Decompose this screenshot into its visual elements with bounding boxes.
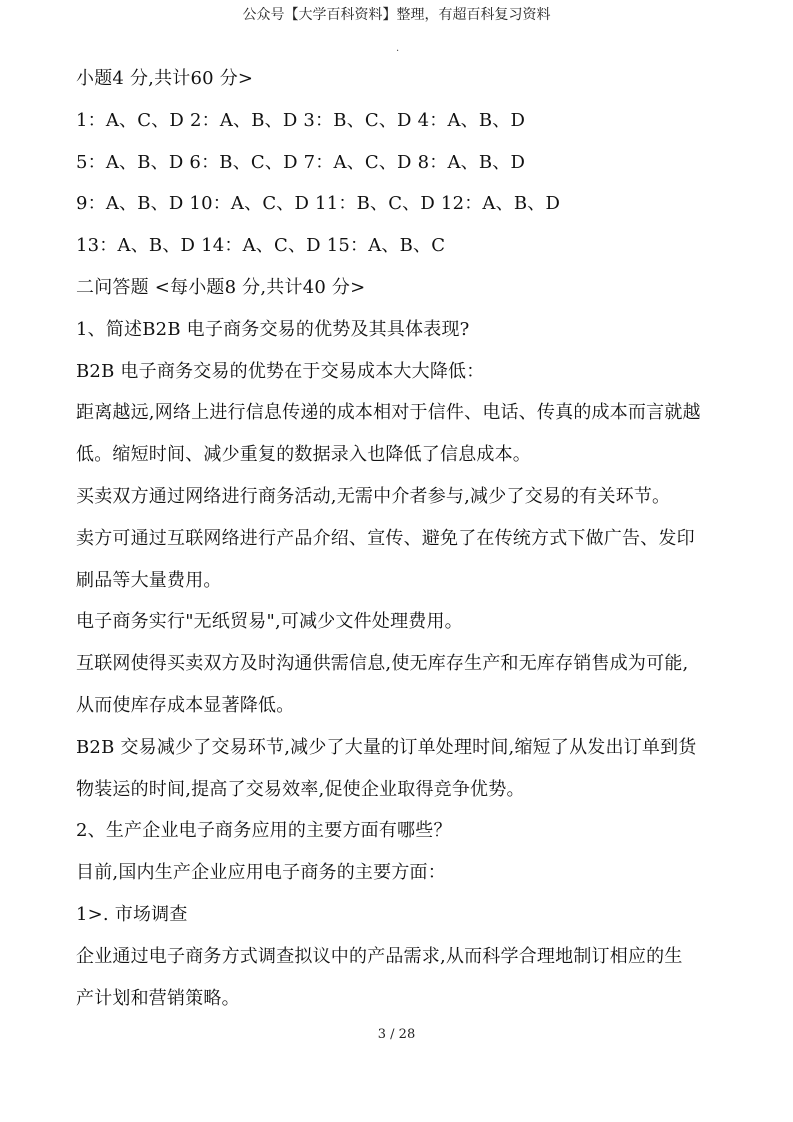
answer-1-paragraph-line: 买卖双方通过网络进行商务活动,无需中介者参与,减少了交易的有关环节。 bbox=[76, 485, 671, 507]
answer-section-heading-tail: 小题4 分,共计60 分> bbox=[76, 68, 254, 89]
answer-1-paragraph-line: 从而使库存成本显著降低。 bbox=[76, 694, 295, 716]
answer-1-paragraph-line: 电子商务实行"无纸贸易",可减少文件处理费用。 bbox=[76, 611, 463, 633]
section-heading-qa: 二问答题 <每小题8 分,共计40 分> bbox=[76, 276, 366, 298]
answer-key-line-1: 1：A、C、D 2：A、B、D 3：B、C、D 4：A、B、D bbox=[76, 109, 526, 131]
answer-2-paragraph-line: 企业通过电子商务方式调查拟议中的产品需求,从而科学合理地制订相应的生 bbox=[76, 945, 683, 967]
answer-1-paragraph-line: 互联网使得买卖双方及时沟通供需信息,使无库存生产和无库存销售成为可能, bbox=[76, 653, 689, 675]
answer-1-paragraph-line: 物装运的时间,提高了交易效率,促使企业取得竞争优势。 bbox=[76, 778, 525, 800]
answer-key-line-3: 9：A、B、D 10：A、C、D 11：B、C、D 12：A、B、D bbox=[76, 193, 561, 215]
document-body bbox=[76, 58, 726, 1019]
answer-key-line-4: 13：A、B、D 14：A、C、D 15：A、B、C bbox=[76, 235, 446, 257]
answer-1-paragraph-line: 刷品等大量费用。 bbox=[76, 569, 222, 591]
answer-2-paragraph-line: 产计划和营销策略。 bbox=[76, 987, 240, 1009]
answer-key-line-2: 5：A、B、D 6：B、C、D 7：A、C、D 8：A、B、D bbox=[76, 151, 526, 173]
answer-2-subheading: 1>. 市场调查 bbox=[76, 903, 188, 925]
answer-1-paragraph-line: 卖方可通过互联网络进行产品介绍、宣传、避免了在传统方式下做广告、发印 bbox=[76, 527, 695, 549]
answer-1-paragraph-line: B2B 电子商务交易的优势在于交易成本大大降低： bbox=[76, 360, 485, 382]
header-note: 公众号【大学百科资料】整理，有超百科复习资料 bbox=[242, 7, 551, 23]
header-dot: . bbox=[396, 43, 400, 54]
question-2: 2、生产企业电子商务应用的主要方面有哪些？ bbox=[76, 820, 452, 842]
answer-2-paragraph-line: 目前,国内生产企业应用电子商务的主要方面： bbox=[76, 862, 446, 884]
answer-1-paragraph-line: B2B 交易减少了交易环节,减少了大量的订单处理时间,缩短了从发出订单到货 bbox=[76, 736, 697, 758]
page-number: 3 / 28 bbox=[377, 1027, 416, 1042]
answer-1-paragraph-line: 距离越远,网络上进行信息传递的成本相对于信件、电话、传真的成本而言就越 bbox=[76, 402, 701, 424]
answer-1-paragraph-line: 低。缩短时间、减少重复的数据录入也降低了信息成本。 bbox=[76, 444, 531, 466]
question-1: 1、简述B2B 电子商务交易的优势及其具体表现? bbox=[76, 318, 470, 340]
